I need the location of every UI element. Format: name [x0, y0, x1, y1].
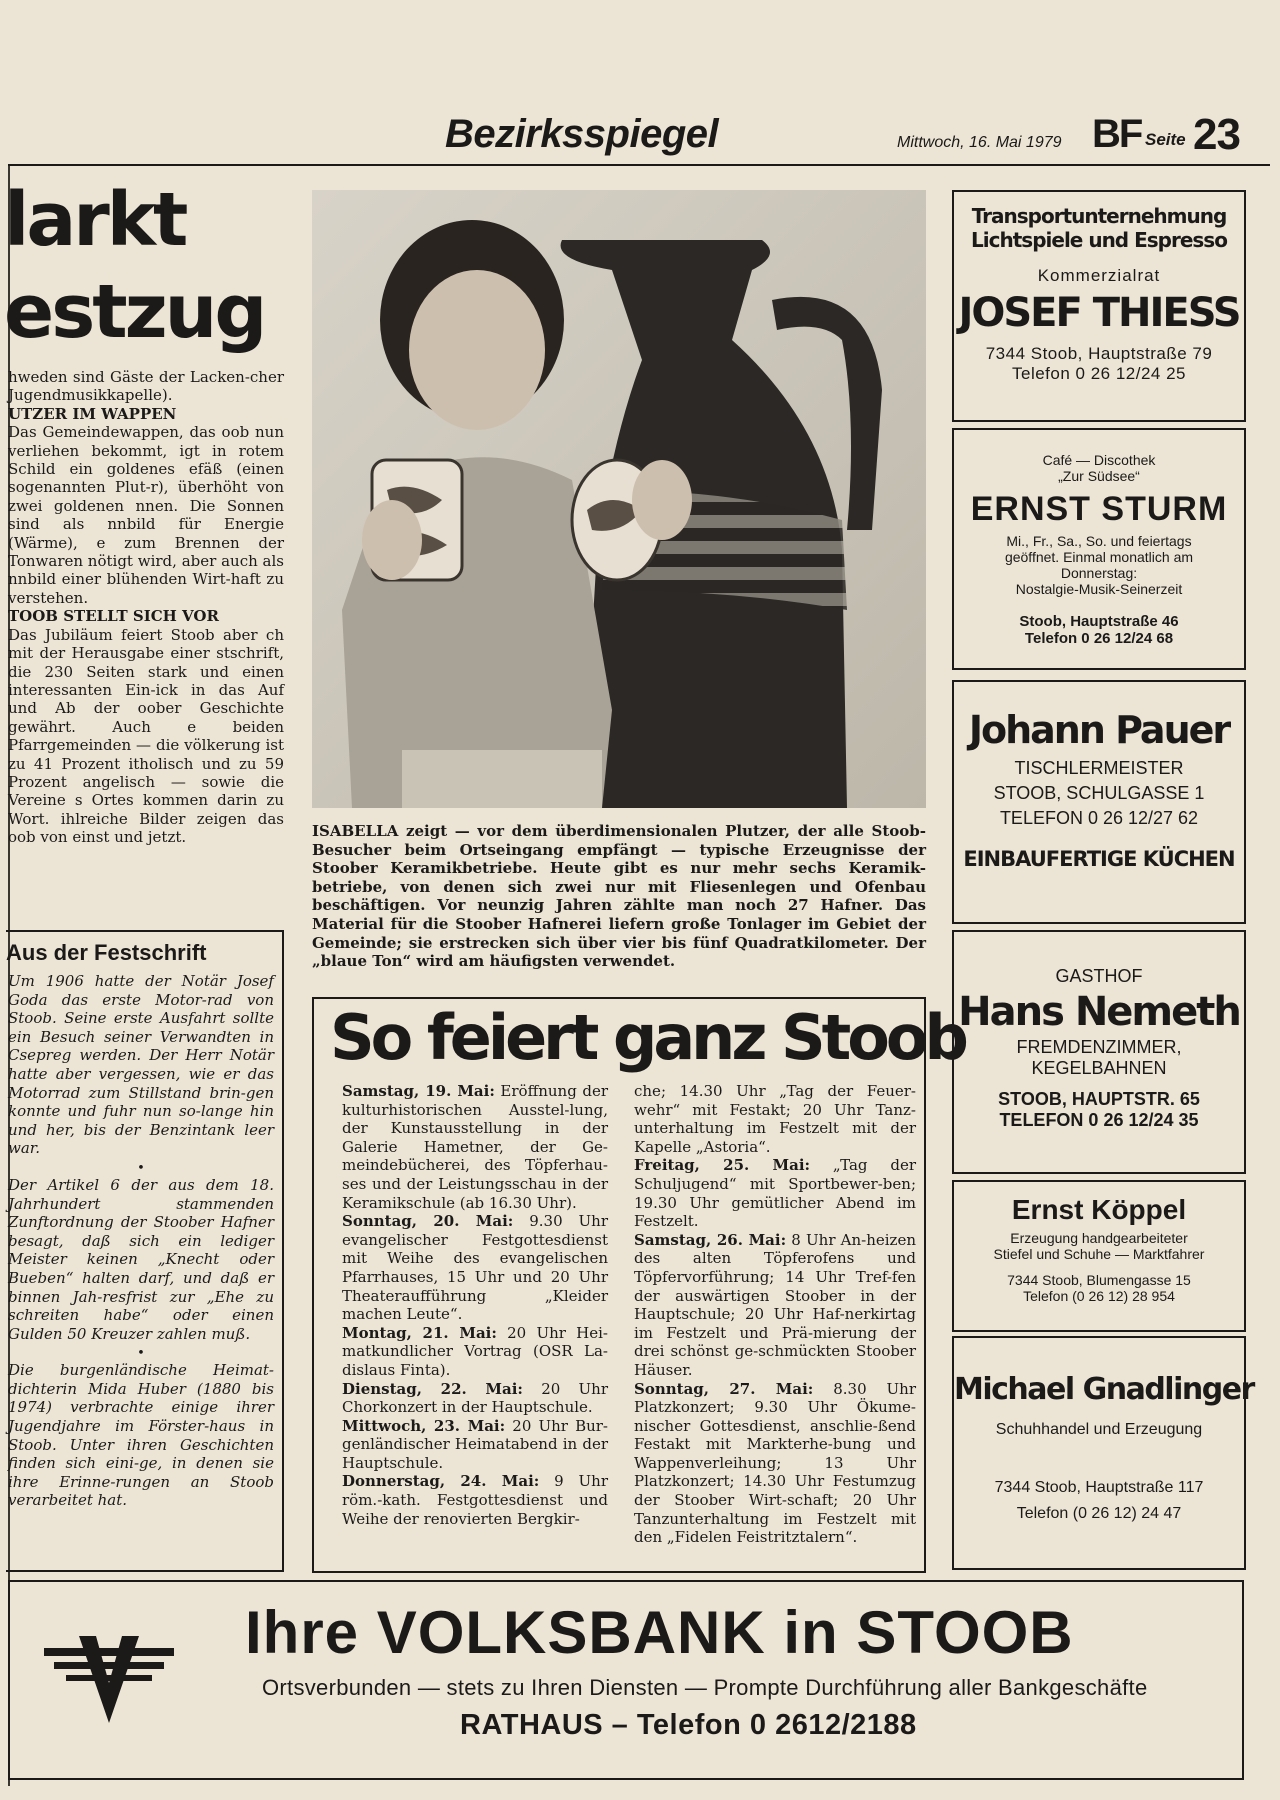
ad-thiess	[952, 190, 1246, 422]
ad-phone: Telefon 0 26 12/24 68	[1024, 630, 1174, 647]
ad-address: STOOB, HAUPTSTR. 65	[998, 1089, 1200, 1109]
program-column-2	[634, 1082, 916, 1547]
page-number: 23	[1193, 110, 1240, 159]
article-paragraph: hweden sind Gäste der Lacken-cher Jugendmusikkapelle).	[8, 368, 284, 405]
festschrift-paragraph: Der Artikel 6 der aus dem 18. Jahrhundert stammenden Zunftordnung der Stoober Hafner besagt, daß sich ein lediger Meister keinen „Knecht oder Bueben“ halten darf, und daß er binnen Jah-resfrist zur „Ehe zu schreiten habe“ oder einen Gulden 50 Kreuzer zahlen muß.	[8, 1175, 274, 1343]
program-day: Montag, 21. Mai:	[342, 1323, 497, 1342]
program-day: Samstag, 26. Mai:	[634, 1230, 787, 1249]
ad-line: GASTHOF	[1055, 966, 1143, 986]
program-entry	[634, 1156, 916, 1230]
photo-caption: ISABELLA zeigt — vor dem überdimensionalen Plutzer, der alle Stoob-Besucher beim Ortseingang empfängt — typische Erzeugnisse der Stoober Keramikbetriebe. Heute gibt es nur mehr sechs Keramik-betriebe, von denen sich zwei nur mit Fliesenlegen und Ofenbau beschäftigen. Vor neunzig Jahren zählte man noch 27 Hafner. Das Material für die Stoober Hafnerei liefern große Tonlager im Gebiet der Gemeinde; sie erstrecken sich über vier bis fünf Quadratkilometer. Der „blaue Ton“ wird am häufigsten verwendet.	[312, 822, 926, 971]
program-title: So feiert ganz Stoob	[330, 1001, 965, 1074]
volksbank-logo-icon	[44, 1628, 174, 1728]
program-day: Mittwoch, 23. Mai:	[342, 1416, 506, 1435]
ad-address: 7344 Stoob, Hauptstraße 79	[985, 344, 1213, 363]
program-entry	[342, 1380, 608, 1417]
program-text: 20 Uhr Hei-matkundlicher Vortrag (OSR La-dislaus Finta).	[342, 1323, 608, 1379]
program-day: Sonntag, 20. Mai:	[342, 1212, 514, 1231]
ad-hours: Mi., Fr., Sa., So. und feiertags	[1006, 533, 1192, 549]
article-subheading: UTZER IM WAPPEN	[8, 404, 177, 423]
ad-sturm	[952, 428, 1246, 670]
ad-line: Erzeugung handgearbeiteter	[1010, 1230, 1188, 1246]
ad-line: „Zur Südsee“	[1058, 468, 1140, 484]
ad-line: Transportunternehmung	[971, 204, 1227, 228]
program-text: 9.30 Uhr evangelischer Festgottesdienst mit Weihe des evangelischen Pfarrhauses, 15 Uhr und 20 Uhr Theateraufführung „Kleider machen Leute“.	[342, 1212, 608, 1324]
separator-star: •	[137, 1160, 145, 1176]
page-label: Seite	[1145, 130, 1186, 149]
ad-phone: Telefon 0 26 12/24 25	[1011, 364, 1187, 383]
program-text: Eröffnung der kulturhistorischen Ausstel-lung, der Kunstausstellung in der Galerie Hametner, der Ge-meindebücherei, des Töpferhau-ses und der Leistungsschau in der Keramikschule (ab 16.30 Uhr).	[342, 1082, 608, 1212]
bank-contact: RATHAUS – Telefon 0 2612/2188	[460, 1709, 917, 1741]
program-entry	[342, 1212, 608, 1324]
ad-address: 7344 Stoob, Hauptstraße 117	[994, 1479, 1204, 1496]
article-subheading: TOOB STELLT SICH VOR	[8, 607, 219, 626]
ad-hours: Donnerstag:	[1060, 565, 1138, 581]
ad-line: Schuhhandel und Erzeugung	[995, 1421, 1203, 1438]
program-entry	[342, 1082, 608, 1212]
article-paragraph: Das Jubiläum feiert Stoob aber ch mit der Herausgabe einer stschrift, die 230 Seiten stark und einen interessanten Ein-ick in das Auf und Ab der oober Geschichte gewährt. Auch e beiden Pfarrgemeinden — die völkerung ist zu 41 Prozent itholisch und zu 59 Prozent angelisch — sowie die Vereine s Ortes kommen darin zu Wort. ihlreiche Bilder zeigen das oob von einst und jetzt.	[8, 625, 284, 847]
article-body	[8, 368, 284, 847]
ad-nemeth	[952, 930, 1246, 1174]
separator-star: •	[137, 1346, 145, 1362]
ad-address: Stoob, Hauptstraße 46	[1019, 613, 1179, 630]
ad-name: Ernst Köppel	[1011, 1194, 1187, 1225]
program-text: 8.30 Uhr Platzkonzert; 9.30 Uhr Ökume-nischer Gottesdienst, anschlie-ßend Festakt mit Markterhe-bung und Wappenverleihung; 13 Uhr Platzkonzert; 14.30 Uhr Festumzug der Stoober Wirt-schaft; 20 Uhr Tanzunterhaltung im Festzelt mit den „Fidelen Feistritztalern“.	[634, 1379, 916, 1547]
ad-hours: geöffnet. Einmal monatlich am	[1004, 549, 1194, 565]
festschrift-paragraph: Um 1906 hatte der Notär Josef Goda das erste Motor-rad von Stoob. Seine erste Ausfahrt sollte ein Besuch seiner Verwandten in Csepreg werden. Der Herr Notär hatte aber vergessen, wie er das Motorrad zum Stillstand brin-gen konnte und fuhr nun so-lange hin und her, bis der Benzintank leer war.	[8, 972, 274, 1158]
bank-subline: Ortsverbunden — stets zu Ihren Diensten — Prompte Durchführung aller Bankgeschäfte	[262, 1675, 1148, 1700]
ad-line: FREMDENZIMMER,	[1016, 1037, 1182, 1057]
program-text: „Tag der Schuljugend“ mit Sportbewer-ben; 19.30 Uhr gemütlicher Abend im Festzelt.	[634, 1156, 916, 1231]
ad-tagline: EINBAUFERTIGE KÜCHEN	[963, 847, 1235, 871]
bank-headline: Ihre VOLKSBANK in STOOB	[245, 1599, 1074, 1666]
ad-line: Stiefel und Schuhe — Marktfahrer	[993, 1246, 1205, 1262]
ad-line: KEGELBAHNEN	[1031, 1058, 1167, 1078]
article-headline-1: larkt	[4, 177, 186, 263]
program-text: 8 Uhr An-heizen des alten Töpferofens und Töpfervorführung; 14 Uhr Tref-fen der auswärtigen Stoober in der Hauptschule; 20 Uhr Haf-nerkirtag im Festzelt und Prä-mierung der drei schönst ge-schmückten Stoober Häuser.	[634, 1230, 916, 1379]
program-entry	[342, 1417, 608, 1473]
program-day: Samstag, 19. Mai:	[342, 1082, 495, 1100]
program-text: 20 Uhr Chorkonzert in der Hauptschule.	[342, 1379, 608, 1417]
ad-hours: Nostalgie-Musik-Seinerzeit	[1015, 581, 1183, 597]
program-day: Donnerstag, 24. Mai:	[342, 1472, 540, 1491]
program-day: Sonntag, 27. Mai:	[634, 1379, 814, 1398]
program-day: Dienstag, 22. Mai:	[342, 1379, 523, 1398]
festschrift-body	[8, 972, 274, 1514]
ad-pauer	[952, 680, 1246, 924]
ad-name: Hans Nemeth	[958, 989, 1240, 1035]
program-entry	[634, 1231, 916, 1380]
ad-name: Johann Pauer	[968, 708, 1230, 752]
photo-girl-with-pottery	[312, 190, 926, 808]
ad-name: Michael Gnadlinger	[954, 1372, 1254, 1407]
article-paragraph: Das Gemeindewappen, das oob nun verliehen bekommt, igt in rotem Schild ein goldenes efäß (einen sogenannten Plut-r), überhöht von zwei goldenen nnen. Die Sonnen sind als nnbild für Energie (Wärme), e zum Brennen der Tonwaren nötigt wird, aber auch als nnbild einer blühenden Wirt-haft zu verstehen.	[8, 423, 284, 607]
program-text: che; 14.30 Uhr „Tag der Feuer-wehr“ mit Festakt; 20 Uhr Tanz-unterhaltung im Festzelt mit der Kapelle „Astoria“.	[634, 1082, 916, 1156]
ad-gnadlinger	[952, 1336, 1254, 1570]
festschrift-title: Aus der Festschrift	[6, 940, 207, 965]
program-text: 20 Uhr Bur-genländischer Heimatabend in der Hauptschule.	[342, 1416, 609, 1472]
festschrift-paragraph: Die burgenländische Heimat-dichterin Mida Huber (1880 bis 1974) verbrachte einige ihrer Jugendjahre im Förster-haus in Stoob. Unter ihren Geschichten finden sich eini-ge, in denen sie ihre Erinne-rungen an Stoob verarbeitet hat.	[8, 1361, 274, 1510]
ad-line: Lichtspiele und Espresso	[971, 228, 1227, 252]
ad-phone: TELEFON 0 26 12/27 62	[999, 808, 1199, 828]
ad-koeppel	[952, 1180, 1246, 1332]
program-day: Freitag, 25. Mai:	[634, 1156, 811, 1175]
ad-phone: Telefon (0 26 12) 28 954	[1023, 1288, 1175, 1304]
program-text: 9 Uhr röm.-kath. Festgottesdienst und Weihe der renovierten Bergkir-	[342, 1472, 608, 1528]
issue-date: Mittwoch, 16. Mai 1979	[897, 134, 1062, 151]
article-headline-2: estzug	[4, 269, 265, 355]
program-entry	[634, 1082, 916, 1156]
publication-logo: BF	[1092, 112, 1142, 156]
section-title: Bezirksspiegel	[445, 112, 719, 156]
ad-phone: TELEFON 0 26 12/24 35	[999, 1110, 1199, 1130]
program-entry	[342, 1324, 608, 1380]
header-rule	[8, 164, 1270, 166]
ad-line: TISCHLERMEISTER	[1014, 758, 1184, 778]
program-entry	[634, 1380, 916, 1547]
ad-name: ERNST STURM	[970, 490, 1228, 528]
ad-line: Café — Discothek	[1042, 452, 1156, 468]
ad-address: 7344 Stoob, Blumengasse 15	[1007, 1272, 1191, 1288]
ad-phone: Telefon (0 26 12) 24 47	[1016, 1505, 1182, 1522]
ad-name: JOSEF THIESS	[958, 290, 1240, 336]
program-entry	[342, 1472, 608, 1528]
ad-line: Kommerzialrat	[1037, 266, 1161, 285]
ad-line: STOOB, SCHULGASSE 1	[993, 783, 1205, 803]
program-column-1	[342, 1082, 608, 1528]
